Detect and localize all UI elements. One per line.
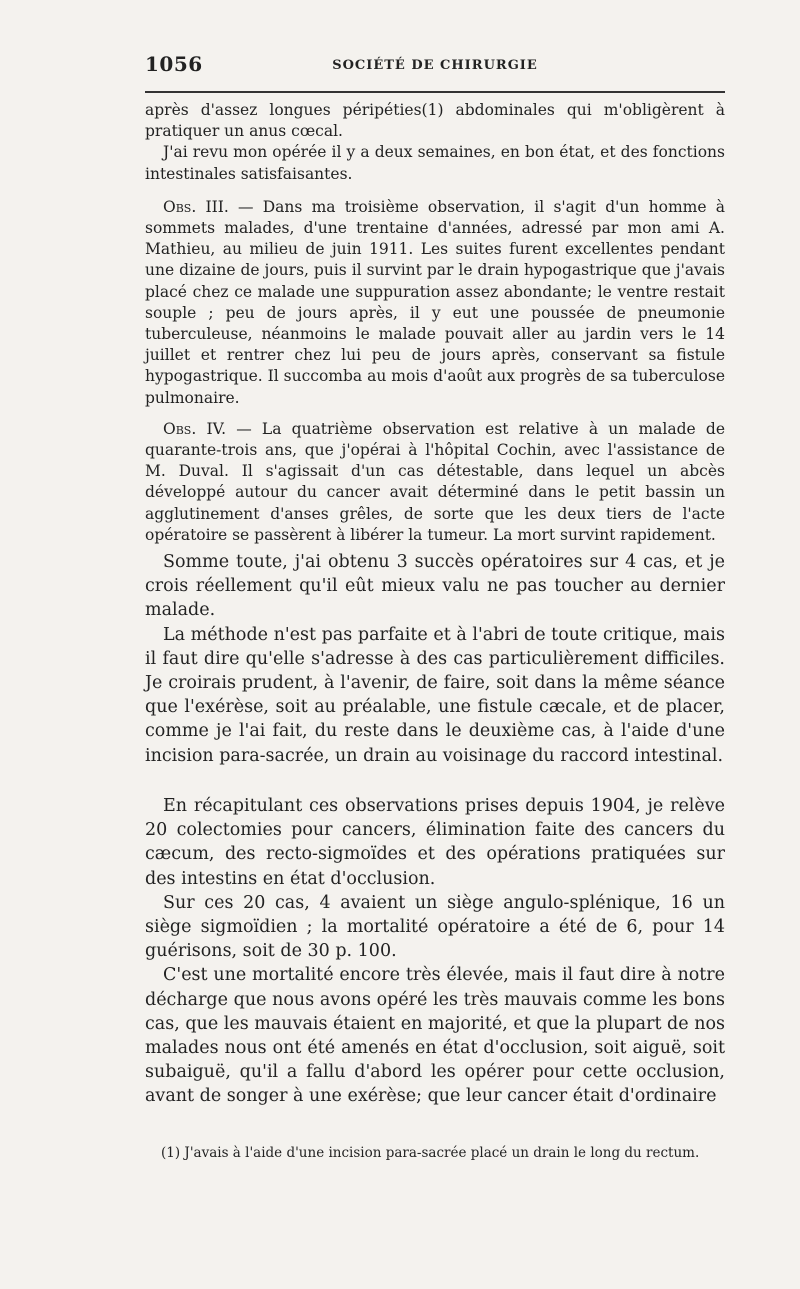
paragraph-9: C'est une mortalité encore très élevée, mais il faut dire à notre décharge que nous avons opéré les très mauvais comme les bons cas, que les mauvais étaient en majorité, et que la plupart de nos malades nous ont été amenés en état d'occlusion, soit aiguë, soit subaiguë, qu'il a fallu d'abord les opérer pour cette occlusion, avant de songer à une exérèse; que leur cancer était d'ordinaire bbox=[145, 965, 725, 1107]
observation-3-text: — Dans ma troisième observation, il s'agit d'un homme à sommets malades, d'une trentaine d'années, adressé par mon ami A. Mathieu, au milieu de juin 1911. Les suites furent excellentes pendant une dizaine de jours, puis il survint par le drain hypogastrique que j'avais placé chez ce malade une suppuration assez abondante; le ventre restait souple ; peu de jours après, il y eut une poussée de pneumonie tuberculeuse, néanmoins le malade pouvait aller au jardin vers le 14 juillet et rentrer chez lui peu de jours après, conservant sa fistule hypogastrique. Il succomba au mois d'août aux progrès de sa tuberculose pulmonaire. bbox=[145, 197, 725, 407]
header-rule bbox=[145, 91, 725, 93]
observation-3-label: Obs. III. bbox=[163, 197, 229, 216]
body-text bbox=[145, 100, 725, 1109]
observation-4 bbox=[145, 419, 725, 546]
footnote: (1) J'avais à l'aide d'une incision para-sacrée placé un drain le long du rectum. bbox=[161, 1145, 700, 1161]
paragraph-6: La méthode n'est pas parfaite et à l'abri de toute critique, mais il faut dire qu'elle s'adresse à des cas particulièrement difficiles. Je croirais prudent, à l'avenir, de faire, soit dans la même séance que l'exérèse, soit au préalable, une fistule cæcale, et de placer, comme je l'ai fait, du reste dans le deuxième cas, à l'aide d'une incision para-sacrée, un drain au voisinage du raccord intestinal. bbox=[145, 624, 725, 766]
paragraph-8: Sur ces 20 cas, 4 avaient un siège angulo-splénique, 16 un siège sigmoïdien ; la mortalité opératoire a été de 6, pour 14 guérisons, soit de 30 p. 100. bbox=[145, 892, 725, 962]
observation-3 bbox=[145, 197, 725, 409]
running-title: SOCIÉTÉ DE CHIRURGIE bbox=[332, 58, 538, 73]
observation-4-text: — La quatrième observation est relative à un malade de quarante-trois ans, que j'opérai à l'hôpital Cochin, avec l'assistance de M. Duval. Il s'agissait d'un cas détestable, dans lequel un abcès développé autour du cancer avait déterminé dans le petit bassin un agglutinement d'anses grêles, de sorte que les deux tiers de l'acte opératoire se passèrent à libérer la tumeur. La mort survint rapidement. bbox=[145, 419, 725, 544]
page-header bbox=[145, 52, 725, 80]
paragraph-7: En récapitulant ces observations prises depuis 1904, je relève 20 colectomies pour cancers, élimination faite des cancers du cæcum, des recto-sigmoïdes et des opérations pratiquées sur des intestins en état d'occlusion. bbox=[145, 795, 725, 889]
paragraph-1: après d'assez longues péripéties(1) abdominales qui m'obligèrent à pratiquer un anus cœcal. bbox=[145, 101, 725, 141]
page-number: 1056 bbox=[145, 52, 203, 76]
observation-4-label: Obs. IV. bbox=[163, 419, 226, 438]
paragraph-5: Somme toute, j'ai obtenu 3 succès opératoires sur 4 cas, et je crois réellement qu'il eût mieux valu ne pas toucher au dernier malade. bbox=[145, 552, 725, 621]
paragraph-2: J'ai revu mon opérée il y a deux semaines, en bon état, et des fonctions intestinales satisfaisantes. bbox=[145, 143, 725, 183]
